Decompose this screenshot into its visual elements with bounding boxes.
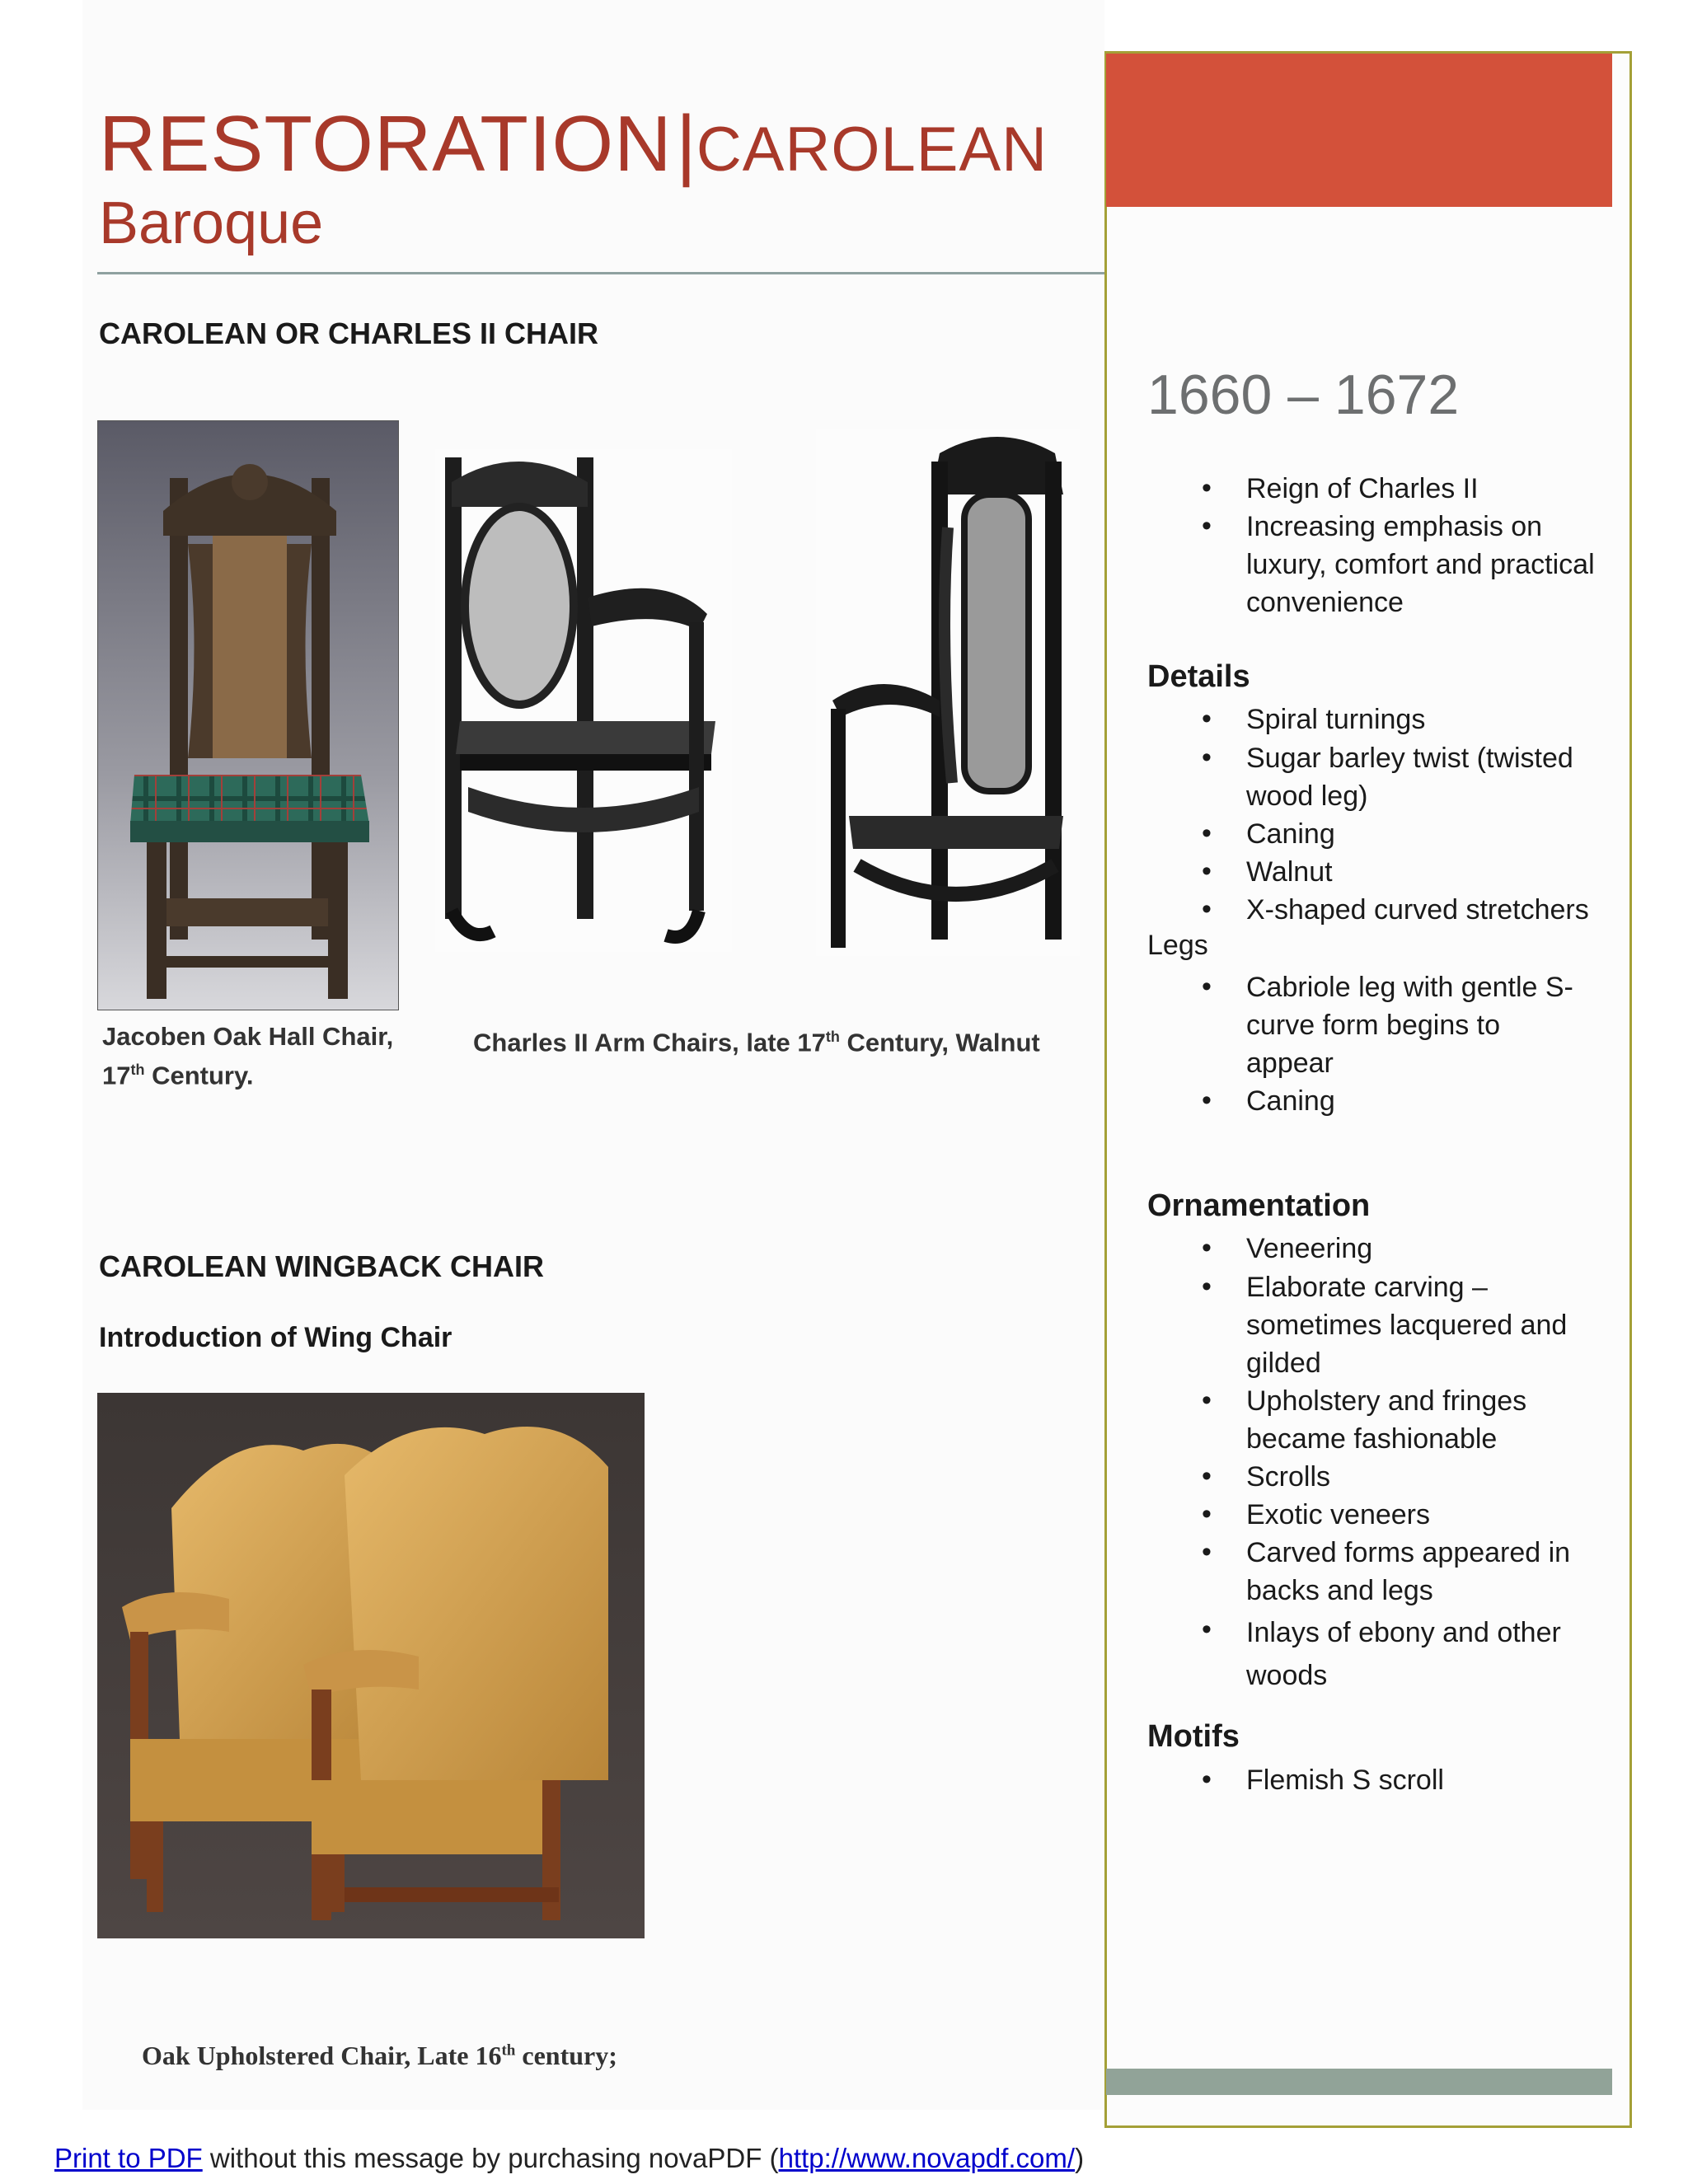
- caption-hall-chair-line2: 17th Century.: [102, 1061, 254, 1090]
- details-heading: Details: [1147, 659, 1250, 694]
- details-item: Caning: [1246, 818, 1335, 850]
- intro-item: Reign of Charles II: [1246, 473, 1479, 504]
- title-main: RESTORATION: [99, 100, 673, 188]
- title-sub: CAROLEAN: [696, 115, 1048, 185]
- bullet: •: [1202, 971, 1212, 1002]
- bullet: •: [1202, 703, 1212, 734]
- motifs-item: Flemish S scroll: [1246, 1765, 1444, 1796]
- section-heading-carolean-chair: CAROLEAN OR CHARLES II CHAIR: [99, 316, 599, 350]
- details-item: X-shaped curved stretchers: [1246, 894, 1589, 926]
- intro-item: Increasing emphasis on luxury, comfort and practical convenience: [1246, 511, 1595, 618]
- bullet: •: [1202, 1085, 1212, 1116]
- motifs-heading: Motifs: [1147, 1719, 1240, 1754]
- bullet: •: [1202, 1232, 1212, 1263]
- caption-upholstered-chair: Oak Upholstered Chair, Late 16th century;: [142, 2041, 617, 2070]
- charles-ii-armchair-tall-image: [816, 429, 1080, 956]
- bullet: •: [1202, 510, 1212, 541]
- page-subtitle: Baroque: [99, 190, 324, 256]
- footer-message: [54, 2143, 1084, 2174]
- bullet: •: [1202, 1385, 1212, 1416]
- sidebar-years: 1660 – 1672: [1147, 363, 1460, 426]
- sidebar-accent-block: [1106, 54, 1612, 207]
- bullet: •: [1202, 1764, 1212, 1795]
- details-item: Spiral turnings: [1246, 704, 1426, 735]
- ornamentation-item: Exotic veneers: [1246, 1499, 1430, 1530]
- section-heading-wingback: CAROLEAN WINGBACK CHAIR: [99, 1249, 544, 1283]
- section-subheading-wing-chair: Introduction of Wing Chair: [99, 1322, 452, 1353]
- ornamentation-item: Elaborate carving – sometimes lacquered and gilded: [1246, 1272, 1568, 1379]
- bullet: •: [1202, 472, 1212, 504]
- charles-ii-armchair-oval-image: [435, 449, 732, 952]
- bullet: •: [1202, 855, 1212, 887]
- wingback-chairs-image: [97, 1393, 645, 1938]
- bullet: •: [1202, 1536, 1212, 1568]
- details-item: Sugar barley twist (twisted wood leg): [1246, 743, 1573, 812]
- ornamentation-item: Upholstery and fringes became fashionable: [1246, 1385, 1527, 1455]
- bullet: •: [1202, 1460, 1212, 1492]
- title-divider: [97, 272, 1104, 274]
- ornamentation-item: Carved forms appeared in backs and legs: [1246, 1537, 1571, 1606]
- ornamentation-heading: Ornamentation: [1147, 1188, 1371, 1223]
- ornamentation-item: Inlays of ebony and other woods: [1246, 1617, 1561, 1691]
- footer-end: ): [1075, 2143, 1085, 2173]
- footer-text: without this message by purchasing novaPDF (: [202, 2143, 779, 2173]
- bullet: •: [1202, 1271, 1212, 1302]
- legs-heading: Legs: [1147, 930, 1208, 961]
- page-title: [99, 99, 1048, 190]
- print-to-pdf-link[interactable]: Print to PDF: [54, 2143, 203, 2173]
- caption-arm-chairs: Charles II Arm Chairs, late 17th Century, Walnut: [473, 1028, 1040, 1057]
- legs-item: Cabriole leg with gentle S-curve form begins to appear: [1246, 972, 1573, 1079]
- jacobean-hall-chair-image: [97, 420, 399, 1010]
- ornamentation-item: Veneering: [1246, 1233, 1373, 1264]
- novapdf-url-link[interactable]: http://www.novapdf.com/: [778, 2143, 1076, 2173]
- bullet: •: [1202, 1614, 1212, 1645]
- sidebar-bottom-bar: [1106, 2069, 1612, 2095]
- bullet: •: [1202, 742, 1212, 773]
- caption-hall-chair: [102, 1020, 393, 1092]
- bullet: •: [1202, 818, 1212, 849]
- title-separator: |: [675, 100, 696, 188]
- details-item: Walnut: [1246, 856, 1333, 888]
- caption-hall-chair-line1: Jacoben Oak Hall Chair,: [102, 1022, 394, 1051]
- legs-item: Caning: [1246, 1085, 1335, 1117]
- bullet: •: [1202, 893, 1212, 925]
- bullet: •: [1202, 1498, 1212, 1530]
- ornamentation-item: Scrolls: [1246, 1461, 1331, 1493]
